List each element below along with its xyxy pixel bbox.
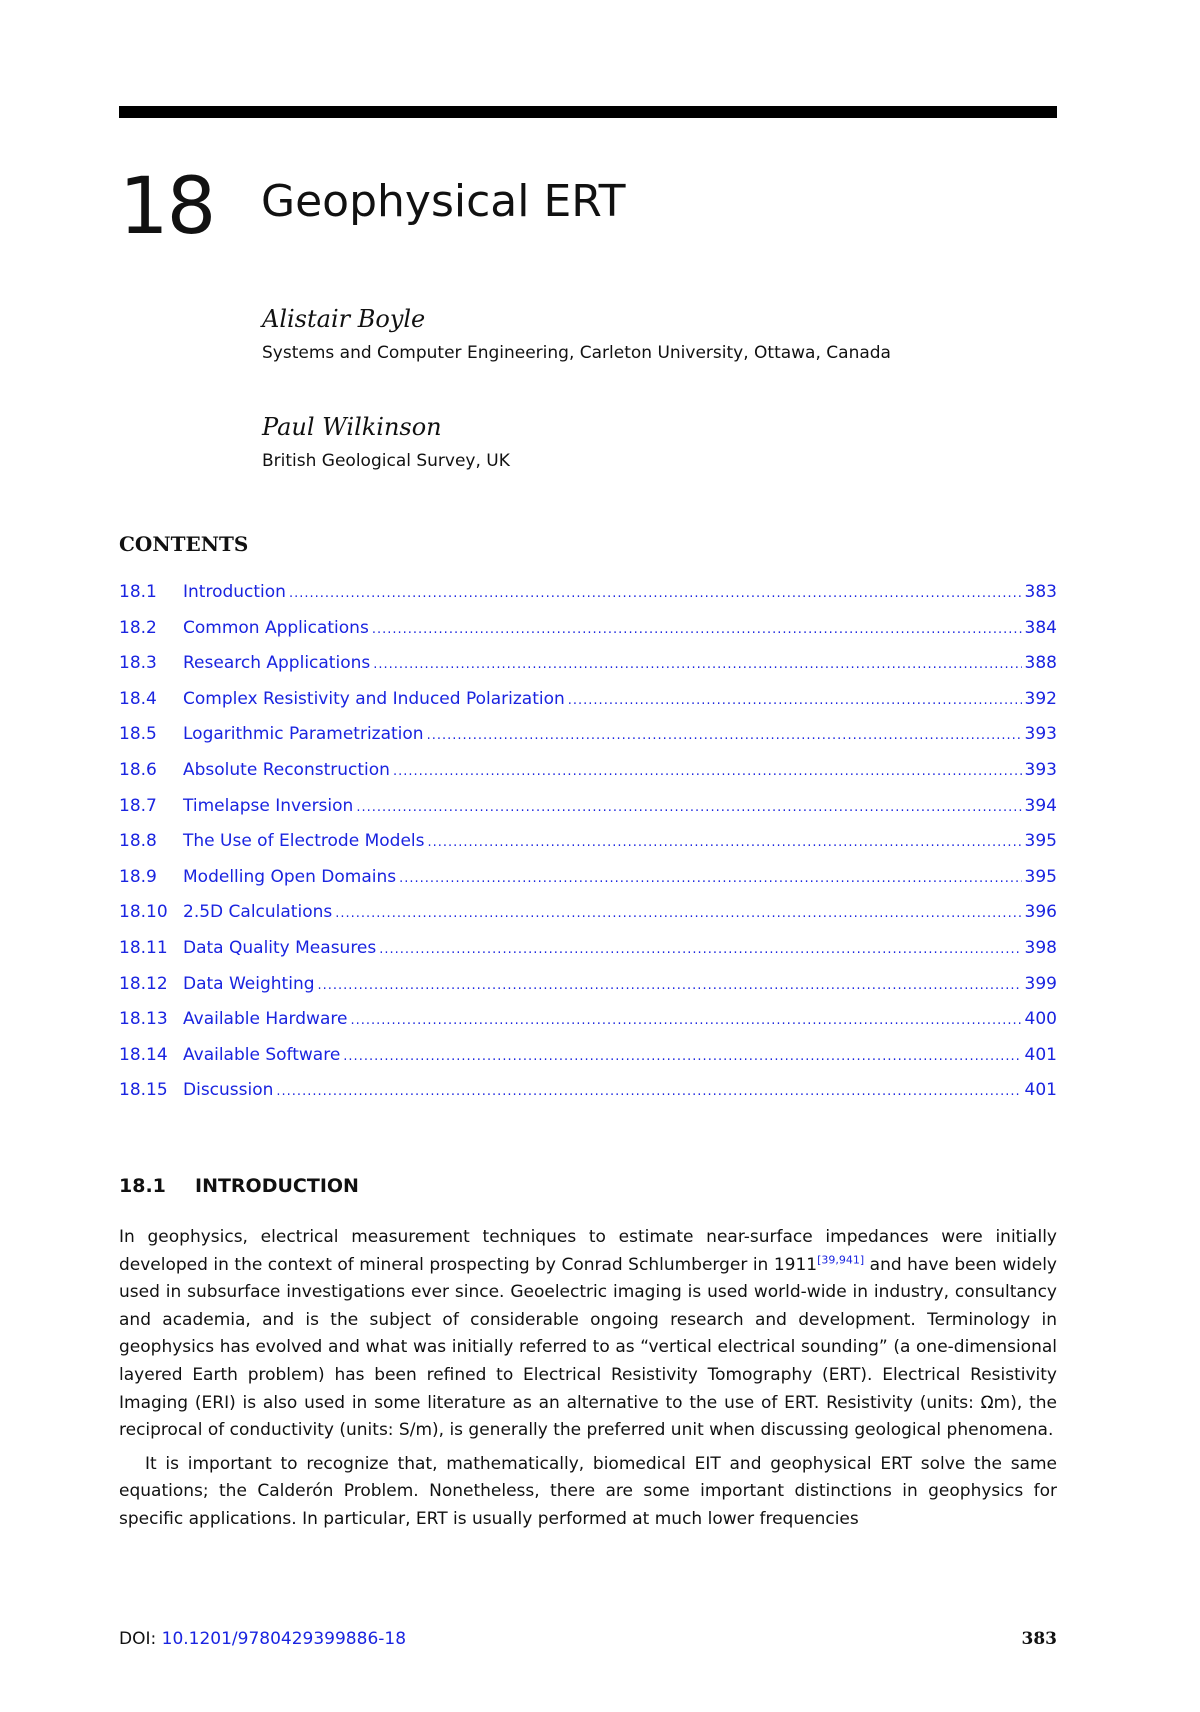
toc-entry-page[interactable]: 401 bbox=[1024, 1044, 1057, 1065]
toc-leader-dots bbox=[343, 1049, 1021, 1064]
toc-entry-number: 18.12 bbox=[119, 973, 168, 994]
author-affiliation: British Geological Survey, UK bbox=[262, 450, 510, 471]
contents-heading: CONTENTS bbox=[119, 532, 249, 556]
toc-entry-page[interactable]: 394 bbox=[1024, 795, 1057, 816]
toc-entry-page[interactable]: 395 bbox=[1024, 866, 1057, 887]
section-number: 18.1 bbox=[119, 1175, 166, 1197]
toc-leader-dots bbox=[568, 693, 1022, 708]
toc-entry-title[interactable]: Absolute Reconstruction bbox=[183, 759, 390, 780]
toc-entry-number: 18.14 bbox=[119, 1044, 168, 1065]
table-of-contents bbox=[119, 582, 1057, 1116]
toc-entry-title[interactable]: Introduction bbox=[183, 582, 286, 602]
toc-entry[interactable] bbox=[119, 902, 1057, 938]
toc-entry[interactable] bbox=[119, 796, 1057, 832]
toc-entry-page[interactable]: 392 bbox=[1024, 688, 1057, 709]
toc-entry-number: 18.4 bbox=[119, 688, 157, 709]
toc-entry-number: 18.5 bbox=[119, 724, 157, 745]
toc-entry[interactable] bbox=[119, 582, 1057, 618]
author-name: Alistair Boyle bbox=[262, 305, 426, 333]
chapter-top-rule bbox=[119, 106, 1057, 118]
toc-entry-title[interactable]: Logarithmic Parametrization bbox=[183, 724, 424, 745]
toc-entry-title[interactable]: Research Applications bbox=[183, 653, 371, 674]
toc-entry-title[interactable]: Data Weighting bbox=[183, 973, 315, 994]
toc-entry-number: 18.3 bbox=[119, 653, 157, 674]
toc-entry-number: 18.2 bbox=[119, 617, 157, 638]
page-footer bbox=[119, 1629, 1057, 1649]
toc-entry-title[interactable]: 2.5D Calculations bbox=[183, 902, 333, 923]
author-name: Paul Wilkinson bbox=[262, 413, 442, 441]
toc-entry-number: 18.9 bbox=[119, 866, 157, 887]
doi: DOI: 10.1201/9780429399886-18 bbox=[119, 1629, 407, 1649]
toc-leader-dots bbox=[373, 657, 1021, 672]
toc-entry-title[interactable]: Available Hardware bbox=[183, 1009, 348, 1030]
toc-entry-page[interactable]: 400 bbox=[1024, 1009, 1057, 1030]
toc-entry-page[interactable]: 383 bbox=[1024, 582, 1057, 602]
section-heading bbox=[119, 1175, 359, 1197]
toc-entry-title[interactable]: Common Applications bbox=[183, 617, 369, 638]
toc-leader-dots bbox=[318, 978, 1022, 993]
toc-entry[interactable] bbox=[119, 618, 1057, 654]
toc-leader-dots bbox=[335, 906, 1021, 921]
toc-entry[interactable] bbox=[119, 1009, 1057, 1045]
author-affiliation: Systems and Computer Engineering, Carleton University, Ottawa, Canada bbox=[262, 342, 891, 363]
section-title: INTRODUCTION bbox=[195, 1175, 359, 1197]
toc-entry-title[interactable]: Complex Resistivity and Induced Polarization bbox=[183, 688, 565, 709]
paragraph: In geophysics, electrical measurement techniques to estimate near-surface impedances were initially developed in the context of mineral prospecting by Conrad Schlumberger in 1911[39,941] and have been widely used in subsurface investigations ever since. Geoelectric imaging is used world-wide in industry, consultancy and academia, and is the subject of considerable ongoing research and development. Terminology in geophysics has evolved and what was initially referred to as “vertical electrical sounding” (a one-dimensional layered Earth problem) has been refined to Electrical Resistivity Tomography (ERT). Electrical Resistivity Imaging (ERI) is also used in some literature as an alternative to the use of ERT. Resistivity (units: Ωm), the reciprocal of conductivity (units: S/m), is generally the preferred unit when discussing geological phenomena. bbox=[119, 1227, 1057, 1441]
toc-entry-page[interactable]: 393 bbox=[1024, 759, 1057, 780]
toc-entry-title[interactable]: Available Software bbox=[183, 1044, 341, 1065]
chapter-number: 18 bbox=[119, 162, 215, 252]
toc-leader-dots bbox=[427, 728, 1022, 743]
toc-entry[interactable] bbox=[119, 724, 1057, 760]
toc-entry[interactable] bbox=[119, 974, 1057, 1010]
toc-entry[interactable] bbox=[119, 1045, 1057, 1081]
toc-entry[interactable] bbox=[119, 831, 1057, 867]
toc-leader-dots bbox=[350, 1013, 1021, 1028]
toc-entry[interactable] bbox=[119, 689, 1057, 725]
body-text bbox=[119, 1224, 1057, 1540]
toc-entry[interactable] bbox=[119, 760, 1057, 796]
toc-entry[interactable] bbox=[119, 653, 1057, 689]
toc-leader-dots bbox=[289, 586, 1022, 601]
toc-entry-page[interactable]: 384 bbox=[1024, 617, 1057, 638]
toc-entry-title[interactable]: Discussion bbox=[183, 1080, 274, 1101]
page-number: 383 bbox=[1021, 1629, 1057, 1649]
toc-leader-dots bbox=[399, 871, 1021, 886]
toc-leader-dots bbox=[427, 835, 1021, 850]
toc-entry-page[interactable]: 396 bbox=[1024, 902, 1057, 923]
toc-leader-dots bbox=[379, 942, 1021, 957]
toc-entry-number: 18.8 bbox=[119, 831, 157, 852]
toc-entry[interactable] bbox=[119, 938, 1057, 974]
author-block-1 bbox=[262, 305, 902, 366]
toc-entry-page[interactable]: 398 bbox=[1024, 937, 1057, 958]
toc-entry-number: 18.11 bbox=[119, 937, 168, 958]
toc-entry-page[interactable]: 393 bbox=[1024, 724, 1057, 745]
toc-entry[interactable] bbox=[119, 1080, 1057, 1116]
toc-leader-dots bbox=[393, 764, 1022, 779]
toc-entry-number: 18.15 bbox=[119, 1080, 168, 1101]
chapter-title: Geophysical ERT bbox=[261, 176, 626, 227]
citation-link[interactable]: [39,941] bbox=[817, 1252, 865, 1266]
toc-entry-page[interactable]: 388 bbox=[1024, 653, 1057, 674]
toc-entry-page[interactable]: 399 bbox=[1024, 973, 1057, 994]
toc-entry-number: 18.13 bbox=[119, 1009, 168, 1030]
toc-leader-dots bbox=[356, 800, 1021, 815]
toc-entry-title[interactable]: The Use of Electrode Models bbox=[183, 831, 425, 852]
doi-link[interactable]: 10.1201/9780429399886-18 bbox=[161, 1629, 407, 1649]
paragraph: It is important to recognize that, mathematically, biomedical EIT and geophysical ERT solve the same equations; the Calderón Problem. Nonetheless, there are some important distinctions in geophysics for specific applications. In particular, ERT is usually performed at much lower frequencies bbox=[119, 1453, 1057, 1529]
toc-leader-dots bbox=[372, 622, 1022, 637]
toc-leader-dots bbox=[276, 1084, 1021, 1099]
author-block-2 bbox=[262, 413, 902, 474]
toc-entry-title[interactable]: Timelapse Inversion bbox=[183, 795, 354, 816]
toc-entry-page[interactable]: 401 bbox=[1024, 1080, 1057, 1101]
toc-entry-number: 18.7 bbox=[119, 795, 157, 816]
toc-entry-title[interactable]: Modelling Open Domains bbox=[183, 866, 397, 887]
toc-entry-number: 18.10 bbox=[119, 902, 168, 923]
toc-entry-number: 18.6 bbox=[119, 759, 157, 780]
toc-entry-title[interactable]: Data Quality Measures bbox=[183, 937, 377, 958]
toc-entry-page[interactable]: 395 bbox=[1024, 831, 1057, 852]
toc-entry[interactable] bbox=[119, 867, 1057, 903]
toc-entry-number: 18.1 bbox=[119, 582, 157, 602]
